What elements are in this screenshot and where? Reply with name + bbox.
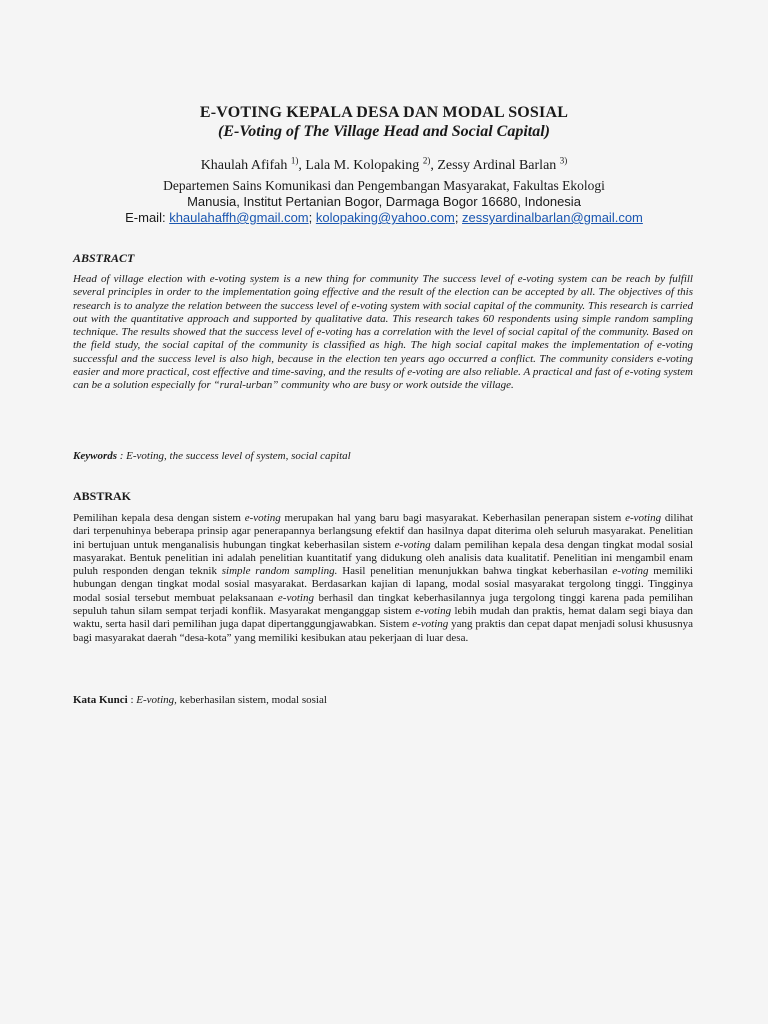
abstrak-italic-term: e-voting [412,618,449,631]
abstract-body: Head of village election with e-voting system is a new thing for community The success level of e-voting system can be reach by fulfill several principles in order to the implementation going effective and the result of the election can be accepted by all. The objectives of this research is to analyze the relation between the success level of e-voting system with social capital of the community. This research is carried out with the quantitative approach and supported by qualitative data. This research takes 60 respondents using simple random sampling technique. The results showed that the success level of e-voting has a correlation with the level of social capital of the community. Based on the field study, the social capital of the community is classified as high. The high social capital makes the implementation of e-voting successful and the success level is also high, because in the election ten years ago occurred a conflict. The community considers e-voting easier and more practical, cost effective and time-saving, and the results of e-voting are also reliable. A practical and fast of e-voting system can be a solution especially for “rural-urban” community who are busy or work outside the village. [73,273,693,392]
abstrak-text-segment: lebih mudah dan praktis, hemat dalam segi biaya dan waktu, serta hasil dari pemilihan juga dapat dipertanggungjawabkan. Sistem [73,605,693,631]
email-line: E-mail: khaulahaffh@gmail.com; kolopaking@yahoo.com; zessyardinalbarlan@gmail.com [125,210,643,225]
affiliation-line: Departemen Sains Komunikasi dan Pengembangan Masyarakat, Fakultas Ekologi [163,178,605,193]
email-label: E-mail: [125,210,166,225]
abstrak-text-segment: dalam pemilihan kepala desa dengan tingkat modal sosial masyarakat. Bentuk penelitian ini adalah penelitian kuantitatif yang didukung oleh analisis data kualitatif. Penelitian ini mengambil enam puluh responden dengan teknik [73,538,693,578]
kata-kunci-text: keberhasilan sistem, modal sosial [176,694,327,706]
kata-kunci-line [73,694,327,706]
kata-kunci-label: Kata Kunci [73,694,128,706]
abstrak-text-segment: merupakan hal yang baru bagi masyarakat. Keberhasilan penerapan sistem [280,512,626,524]
abstrak-text-segment: Pemilihan kepala desa dengan sistem [73,512,245,524]
email-link[interactable]: zessyardinalbarlan@gmail.com [462,210,643,225]
abstrak-italic-term: simple random sampling. [221,565,338,578]
abstrak-body [73,512,693,645]
author-mark: 2) [422,155,431,166]
author-name: Zessy Ardinal Barlan [437,158,557,173]
abstract-heading: ABSTRACT [73,251,135,265]
kata-kunci-separator: : [127,694,137,706]
abstrak-italic-term: e-voting [415,605,452,618]
abstrak-italic-term: e-voting [612,565,649,578]
abstrak-text-segment: yang praktis dan cepat dapat menjadi solusi khususnya bagi masyarakat daerah “desa-kota” yang memiliki kesibukan atau pekerjaan di luar desa. [73,618,693,644]
author-mark: 1) [290,155,299,166]
email-link[interactable]: kolopaking@yahoo.com [315,210,455,225]
abstrak-heading: ABSTRAK [73,489,132,503]
abstrak-text-segment: berhasil dan tingkat keberhasilannya juga tergolong tinggi karena pada pemilihan sepuluh tahun silam sempat terjadi konflik. Masyarakat menganggap sistem [73,591,693,618]
author-mark: 3) [559,155,568,166]
paper-title: E-VOTING KEPALA DESA DAN MODAL SOSIAL [199,104,569,121]
author-name: Lala M. Kolopaking [305,158,420,173]
abstrak-text-segment: memiliki hubungan dengan tingkat modal sosial masyarakat. Berdasarkan kajian di lapang, modal sosial masyarakat tergolong tinggi. Tingginya modal sosial tersebut membuat pelaksanaan [73,565,693,604]
abstrak-italic-term: e-voting [277,591,314,604]
keywords-label: Keywords [73,450,117,462]
abstrak-text-segment: dilihat dari terpenuhinya beberapa prinsip agar penerapannya berlangsung efektif dan hasilnya dapat diterima oleh seluruh masyarakat. Penelitian ini bertujuan untuk menganalisis hubungan tingkat keberhasilan sistem [73,512,694,551]
keywords-line [73,450,351,462]
email-link[interactable]: khaulahaffh@gmail.com [169,210,309,225]
paper-subtitle: (E-Voting of The Village Head and Social Capital) [217,123,550,140]
abstrak-italic-term: e-voting [625,512,662,524]
abstrak-text-segment: Hasil penelitian menunjukkan bahwa tingkat keberhasilan [337,565,613,578]
author-list: Khaulah Afifah $^{1)}$, Lala M. Kolopaking $^{2)}$, Zessy Ardinal Barlan $^{3)}$ [200,155,568,173]
abstrak-italic-term: e-voting [244,512,281,524]
kata-kunci-italic: E-voting, [136,694,177,706]
keywords-text: : E-voting, the success level of system, social capital [117,450,351,462]
abstrak-italic-term: e-voting [394,538,431,551]
author-name: Khaulah Afifah [200,158,288,173]
affiliation-line: Manusia, Institut Pertanian Bogor, Darmaga Bogor 16680, Indonesia [187,194,581,209]
